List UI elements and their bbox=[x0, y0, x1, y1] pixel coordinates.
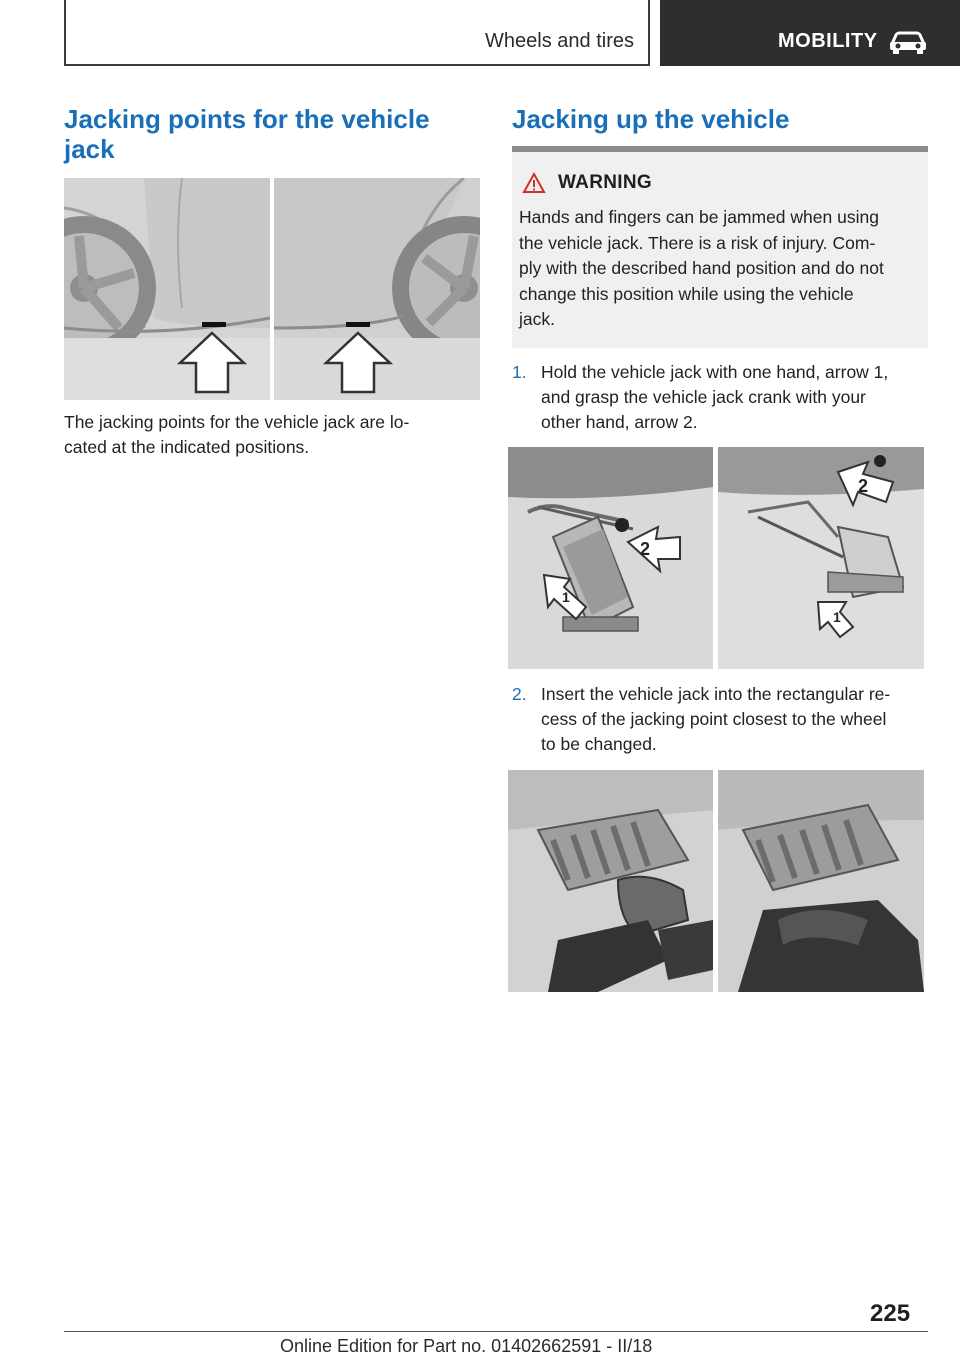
section-heading-jacking-up: Jacking up the vehicle bbox=[512, 104, 790, 134]
caption-line2: cated at the indicated positions. bbox=[64, 437, 310, 457]
footer-edition: Online Edition for Part no. 01402662591 - II/18 bbox=[280, 1336, 653, 1356]
warning-title: WARNING bbox=[558, 172, 652, 193]
section-heading-jacking-points bbox=[64, 104, 430, 164]
warning-line: ply with the described hand position and do not bbox=[519, 258, 884, 278]
warning-text bbox=[519, 205, 924, 333]
section-heading-line1: Jacking points for the vehicle bbox=[64, 104, 430, 134]
header-section-box bbox=[64, 0, 650, 66]
warning-line: Hands and fingers can be jammed when using bbox=[519, 207, 879, 227]
step-line: and grasp the vehicle jack crank with your bbox=[541, 387, 866, 407]
step-line: Insert the vehicle jack into the rectangular re- bbox=[541, 684, 891, 704]
arrow-label: 1 bbox=[562, 589, 570, 605]
step-line: cess of the jacking point closest to the wheel bbox=[541, 709, 887, 729]
caption-line1: The jacking points for the vehicle jack are lo- bbox=[64, 412, 410, 432]
arrow-label: 2 bbox=[640, 539, 651, 559]
warning-line: change this position while using the vehicle bbox=[519, 283, 854, 304]
step-line: other hand, arrow 2. bbox=[541, 412, 698, 432]
warning-line: jack. bbox=[519, 309, 555, 329]
warning-line: the vehicle jack. There is a risk of injury. Com- bbox=[519, 232, 876, 253]
warning-triangle-icon bbox=[522, 172, 546, 199]
figure-holding-jack bbox=[508, 447, 924, 669]
step-line: to be changed. bbox=[541, 734, 657, 754]
header-section-title: Wheels and tires bbox=[485, 30, 634, 52]
header-chapter-title: MOBILITY bbox=[778, 30, 878, 52]
step-line: Hold the vehicle jack with one hand, arrow 1, bbox=[541, 362, 889, 382]
header-chapter-box bbox=[660, 0, 960, 66]
step-number: 2. bbox=[512, 684, 527, 704]
page-number: 225 bbox=[870, 1300, 911, 1327]
footer-divider bbox=[64, 1331, 928, 1332]
step-text bbox=[541, 360, 931, 435]
figure-caption bbox=[64, 410, 480, 460]
step-number: 1. bbox=[512, 362, 527, 382]
arrow-label: 1 bbox=[833, 609, 841, 625]
section-heading-line2: jack bbox=[64, 134, 115, 164]
figure-inserting-jack bbox=[508, 770, 924, 992]
car-icon bbox=[888, 30, 928, 59]
arrow-label: 2 bbox=[858, 476, 869, 496]
figure-jacking-points bbox=[64, 178, 480, 400]
step-text bbox=[541, 682, 931, 757]
